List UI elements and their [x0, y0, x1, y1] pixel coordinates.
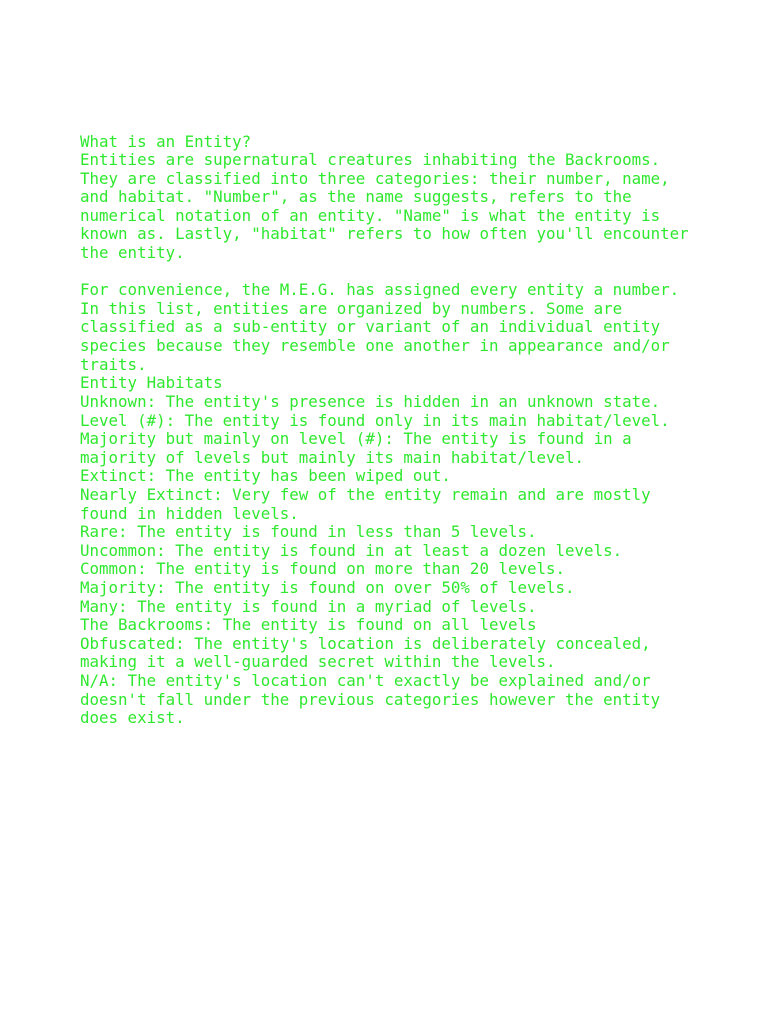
habitat-item-common: Common: The entity is found on more than 20 levels.	[80, 559, 566, 579]
habitat-item-unknown: Unknown: The entity's presence is hidden in an unknown state.	[80, 392, 661, 411]
habitat-item-not-applicable: N/A: The entity's location can't exactly be explained and/or doesn't fall under the previous categories however the entity does exist.	[80, 670, 661, 728]
entity-definition-paragraph: Entities are supernatural creatures inhabiting the Backrooms. They are classified into three categories: their number, name, and habitat. "Number", as the name suggests, refers to the numerical notation of an entity. "Name" is what the entity is known as. Lastly, "habitat" refers to how often you'll encounter the entity.	[80, 150, 689, 262]
habitat-item-majority-main-level: Majority but mainly on level (#): The entity is found in a majority of levels but mainly its main habitat/level.	[80, 429, 632, 467]
habitat-item-uncommon: Uncommon: The entity is found in at least a dozen levels.	[80, 540, 623, 560]
entity-numbering-paragraph: For convenience, the M.E.G. has assigned every entity a number. In this list, entities are organized by numbers. Some are classified as a sub-entity or variant of an individual entity species because they resemble one another in appearance and/or traits.	[80, 280, 680, 374]
habitat-item-majority: Majority: The entity is found on over 50% of levels.	[80, 577, 575, 597]
habitat-item-nearly-extinct: Nearly Extinct: Very few of the entity remain and are mostly found in hidden levels.	[80, 484, 651, 523]
habitat-item-obfuscated: Obfuscated: The entity's location is deliberately concealed, making it a well-guarded secret within the levels.	[80, 633, 651, 672]
habitat-item-level: Level (#): The entity is found only in its main habitat/level.	[80, 410, 670, 430]
entity-habitats-list	[80, 393, 730, 728]
habitat-item-extinct: Extinct: The entity has been wiped out.	[80, 466, 451, 486]
entity-definition-heading: What is an Entity?	[80, 132, 252, 151]
entity-habitats-heading: Entity Habitats	[80, 373, 223, 392]
habitat-item-the-backrooms: The Backrooms: The entity is found on all levels	[80, 615, 537, 635]
entity-definition-section	[80, 151, 730, 393]
habitat-item-rare: Rare: The entity is found in less than 5 levels.	[80, 522, 537, 542]
habitat-item-many: Many: The entity is found in a myriad of levels.	[80, 596, 537, 616]
document-page	[80, 0, 730, 1024]
